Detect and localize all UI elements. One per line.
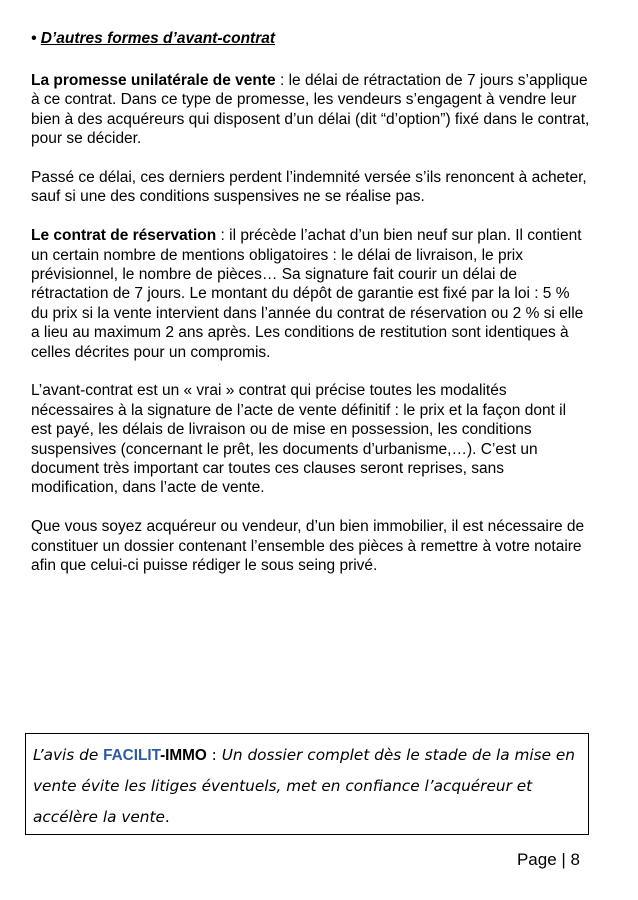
- brand-name-part1: FACILIT: [103, 747, 161, 764]
- callout-suffix: .: [164, 808, 170, 826]
- paragraph-dossier: [31, 517, 591, 575]
- paragraph-promesse: [31, 71, 591, 149]
- paragraph-text: Passé ce délai, ces derniers perdent l’indemnité versée s’ils renoncent à acheter, sauf si une des conditions suspensives ne se réalise pas.: [31, 169, 587, 206]
- paragraph-lead: La promesse unilatérale de vente: [31, 72, 276, 89]
- callout-prefix: L’avis de: [33, 746, 104, 764]
- paragraph-text: : le délai de rétractation de 7 jours s’applique à ce contrat. Dans ce type de promesse, les vendeurs s’engagent à vendre leur bien à des acquéreurs qui disposent d’un délai (dit “d’option”) fixé dans le contrat, pour se décider.: [31, 72, 590, 148]
- paragraph-lead: Le contrat de réservation: [31, 227, 217, 245]
- paragraph-text: Que vous soyez acquéreur ou vendeur, d’un bien immobilier, il est nécessaire de constituer un dossier contenant l’ensemble des pièces à remettre à votre notaire afin que celui-ci puisse rédiger le sous seing privé.: [31, 518, 585, 575]
- page-number: Page | 8: [516, 850, 580, 869]
- heading-bullet: •: [31, 30, 41, 47]
- paragraph-reservation: [31, 226, 591, 362]
- paragraph-delai: [31, 168, 591, 207]
- document-body: [31, 71, 591, 595]
- heading-text: D’autres formes d’avant-contrat: [40, 30, 276, 47]
- paragraph-text: L’avant-contrat est un « vrai » contrat qui précise toutes les modalités nécessaires à la signature de l’acte de vente définitif : le prix et la façon dont il est payé, les délais de livraison ou de mise en possession, les conditions suspensives (concernant le prêt, les documents d’urbanisme,…). C’est un document très important car toutes ces clauses seront reprises, sans modification, dans l’acte de vente.: [31, 382, 567, 497]
- paragraph-text: : il précède l’achat d’un bien neuf sur plan. Il contient un certain nombre de mentions obligatoires : le délai de livraison, le prix prévisionnel, le nombre de pièces… Sa signature fait courir un délai de rétractation de 7 jours. Le montant du dépôt de garantie est fixé par la loi : 5 % du prix si la vente intervient dans l’année du contrat de réservation ou 2 % si elle a lieu au maximum 2 ans après. Les conditions de restitution sont identiques à celles décrites pour un compromis.: [31, 227, 584, 361]
- brand-name-part2: -IMMO: [160, 747, 207, 764]
- section-heading: [31, 30, 275, 48]
- paragraph-avant-contrat: [31, 381, 591, 497]
- callout-separator: :: [206, 746, 222, 764]
- callout-text: Un dossier complet dès le stade de la mise en vente évite les litiges éventuels, met en confiance l’acquéreur et accélère la vente: [33, 746, 575, 826]
- callout-box: [25, 733, 589, 835]
